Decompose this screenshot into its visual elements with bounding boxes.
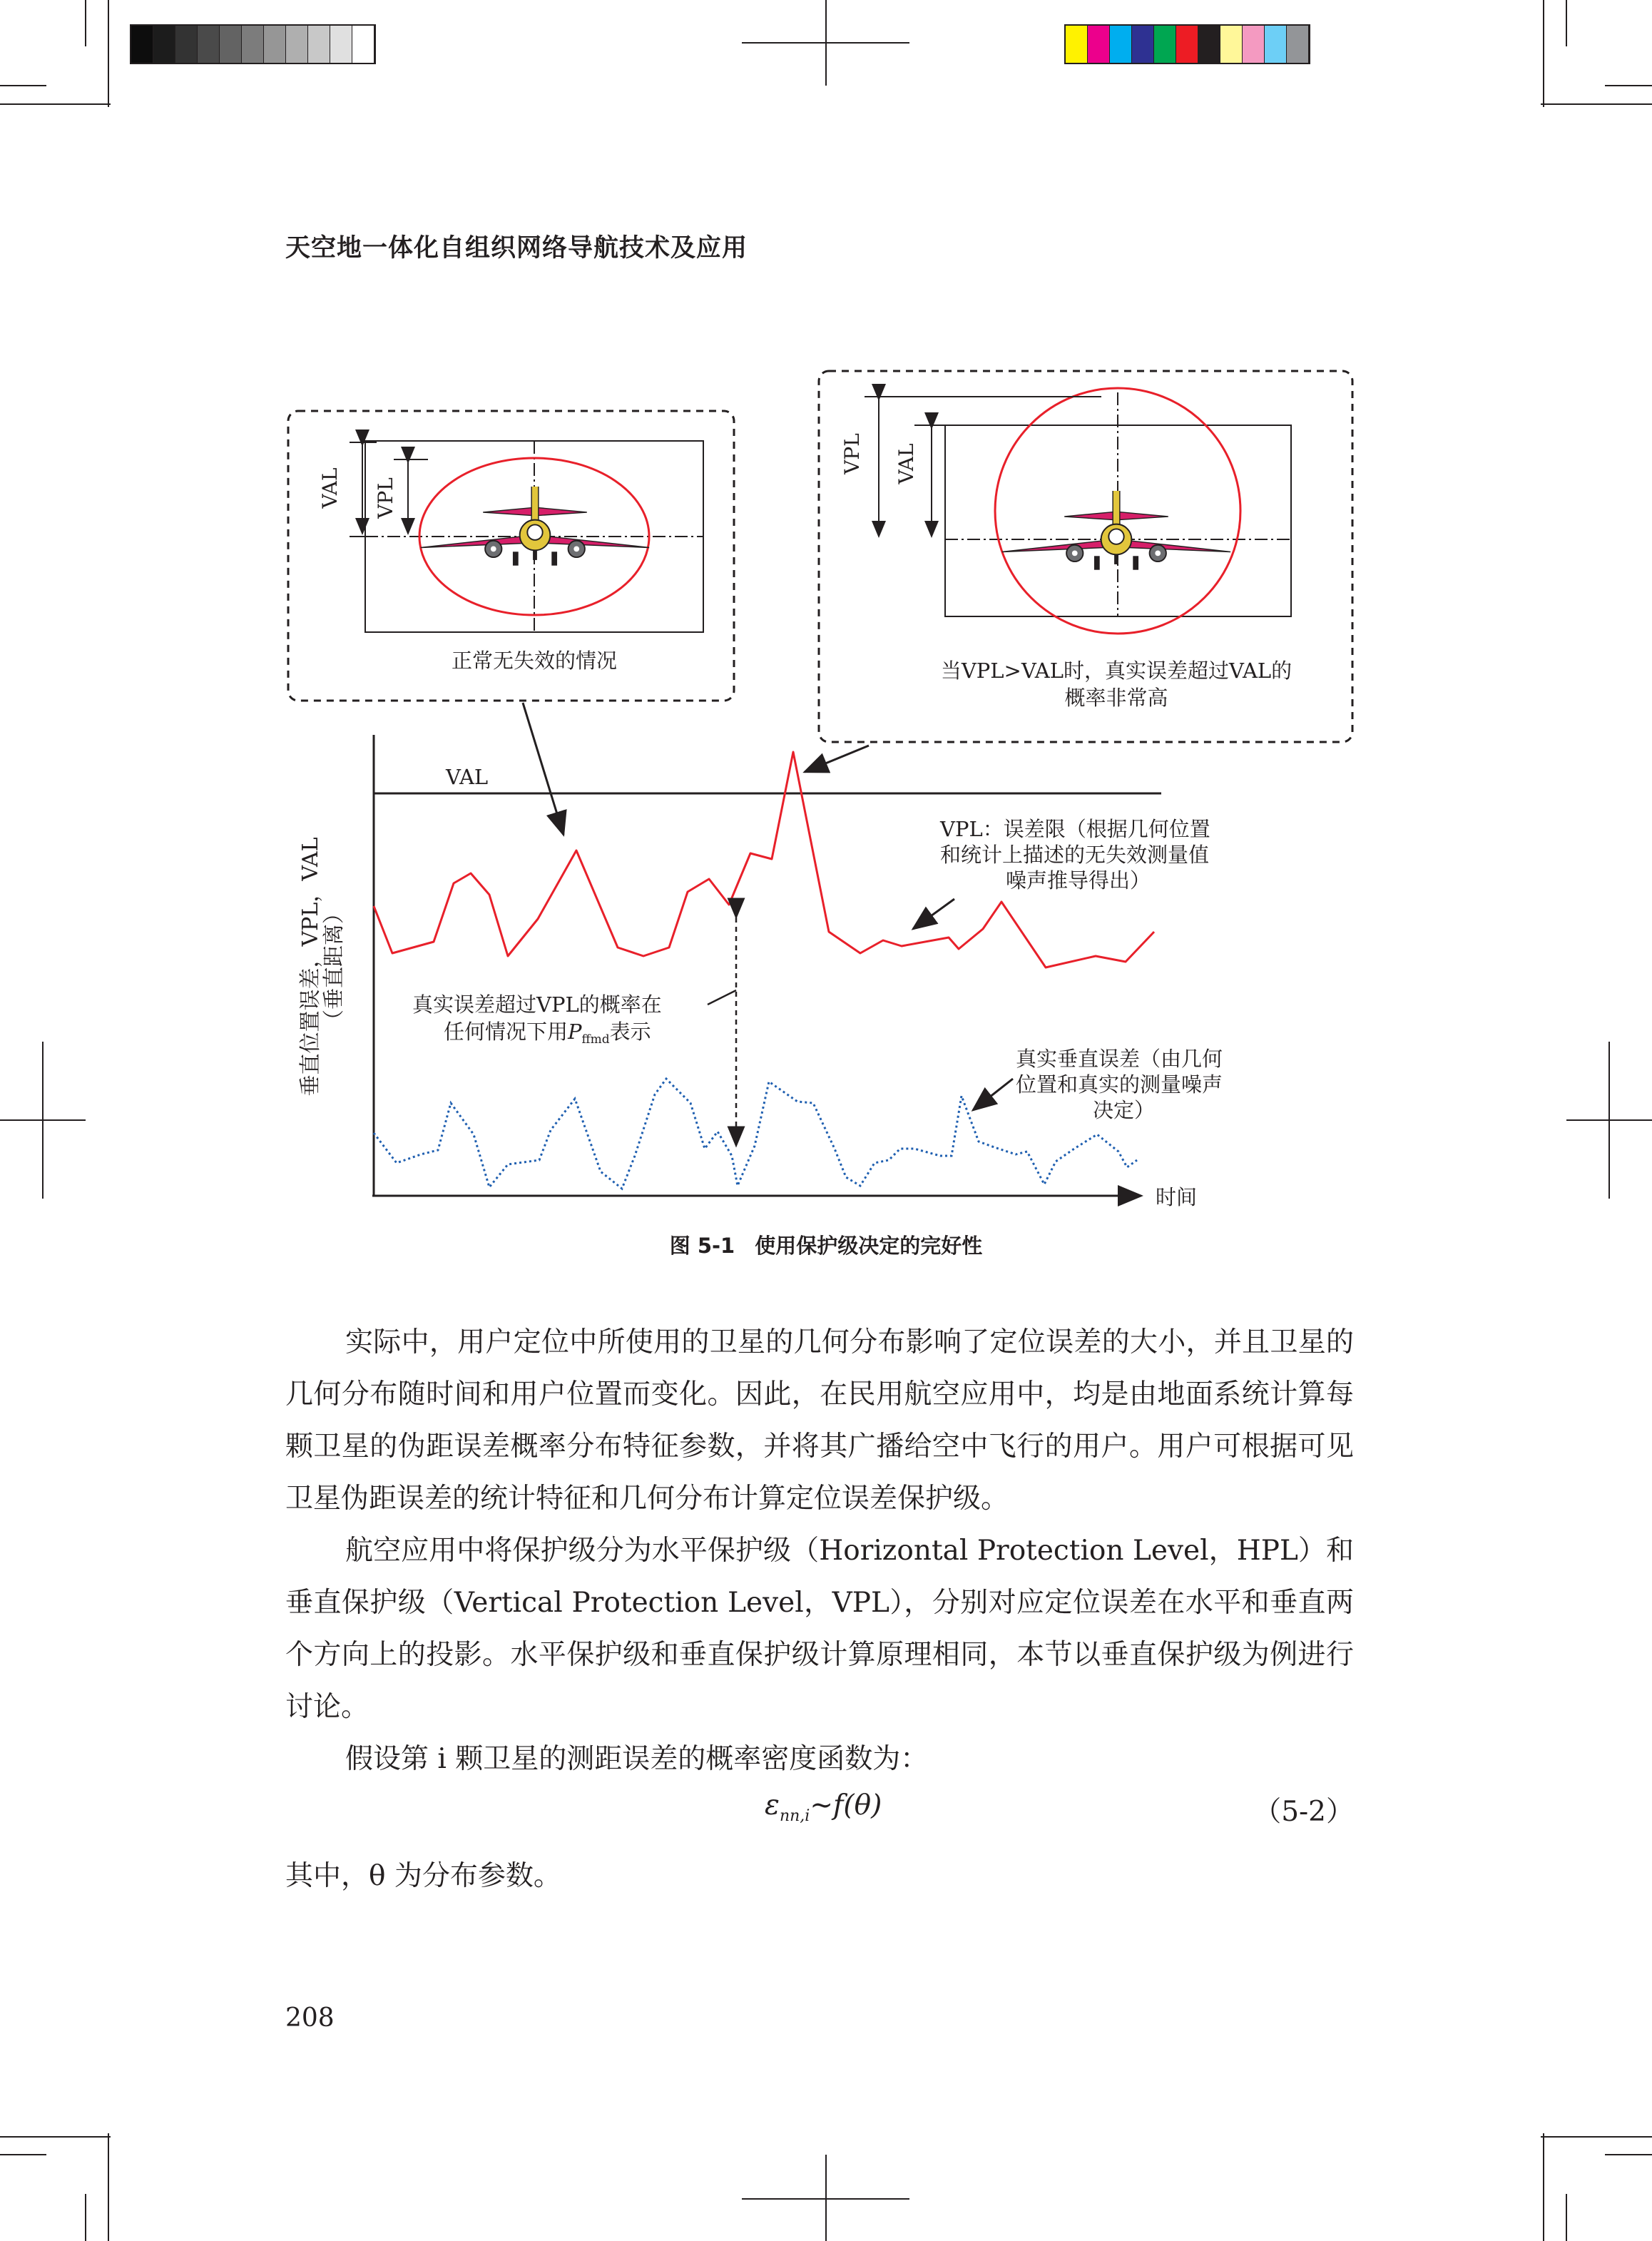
vpl-note-arrow xyxy=(913,899,954,929)
left-inset-val-label: VAL xyxy=(318,467,342,509)
vpl-note-line1: VPL：误差限（根据几何位置 xyxy=(940,817,1210,841)
true-error-note-line1: 真实垂直误差（由几何 xyxy=(1016,1047,1223,1071)
vpl-note-line2: 和统计上描述的无失效测量值 xyxy=(940,843,1210,867)
y-axis-sublabel: （垂直距离） xyxy=(322,903,347,1031)
equation-number: （5-2） xyxy=(1253,1796,1354,1828)
main-chart-axes xyxy=(372,735,1161,1196)
right-inset-caption-line1: 当VPL>VAL时，真实误差超过VAL的 xyxy=(940,659,1292,683)
pffmd-note-pointer xyxy=(708,990,736,1005)
right-inset-pointer-arrow xyxy=(805,746,869,772)
right-inset-vpl-label: VPL xyxy=(840,433,864,474)
equation-body: $\varepsilon_{nn,i}\sim f(\theta)$ xyxy=(765,1789,882,1825)
pffmd-note-line1: 真实误差超过VPL的概率在 xyxy=(412,992,662,1017)
x-axis-label: 时间 xyxy=(1156,1185,1198,1209)
left-inset-vpl-label: VPL xyxy=(374,477,397,519)
true-error-note-line3: 决定） xyxy=(1093,1098,1156,1122)
paragraph-1: 实际中，用户定位中所使用的卫星的几何分布影响了定位误差的大小，并且卫星的几何分布随时间和用户位置而变化。因此，在民用航空应用中，均是由地面系统计算每颗卫星的伪距误差概率分布特征参数，并将其广播给空中飞行的用户。用户可根据可见卫星伪距误差的统计特征和几何分布计算定位误差保护级。 xyxy=(285,1326,1354,1515)
figure-caption xyxy=(0,1230,1652,1259)
figure-title: 使用保护级决定的完好性 xyxy=(755,1234,983,1258)
page-number: 208 xyxy=(285,2003,335,2033)
paragraph-3: 假设第 i 颗卫星的测距误差的概率密度函数为： xyxy=(345,1743,929,1775)
figure-number: 图 5-1 xyxy=(669,1234,735,1258)
val-threshold-label: VAL xyxy=(446,765,489,789)
right-inset-caption-line2: 概率非常高 xyxy=(1064,686,1168,710)
inset-vpl-exceeds-val xyxy=(819,371,1352,742)
true-error-note-line2: 位置和真实的测量噪声 xyxy=(1016,1072,1223,1097)
aircraft-icon xyxy=(421,483,649,566)
parameter-note: 其中，θ 为分布参数。 xyxy=(285,1860,561,1892)
equation-5-2 xyxy=(285,1789,1354,1839)
left-inset-caption: 正常无失效的情况 xyxy=(451,649,618,673)
pffmd-note-line2: 任何情况下用$P_{ffmd}$表示 xyxy=(444,1020,651,1047)
left-inset-pointer-arrow xyxy=(523,703,564,835)
paragraph-2: 航空应用中将保护级分为水平保护级（Horizontal Protection Level，HPL）和垂直保护级（Vertical Protection Level，VPL），分别对应定位误差在水平和垂直两个方向上的投影。水平保护级和垂直保护级计算原理相同，本节以垂直保护级为例进行讨论。 xyxy=(285,1535,1354,1723)
body-text xyxy=(285,1316,1354,1785)
inset-normal-case xyxy=(288,411,734,701)
vpl-note-line3: 噪声推导得出） xyxy=(1006,868,1151,893)
y-axis-label: 垂直位置误差，VPL，VAL xyxy=(298,837,323,1097)
right-inset-val-label: VAL xyxy=(894,443,918,484)
running-header: 天空地一体化自组织网络导航技术及应用 xyxy=(285,234,748,263)
true-error-note-arrow xyxy=(973,1079,1013,1110)
aircraft-icon xyxy=(1002,487,1230,570)
